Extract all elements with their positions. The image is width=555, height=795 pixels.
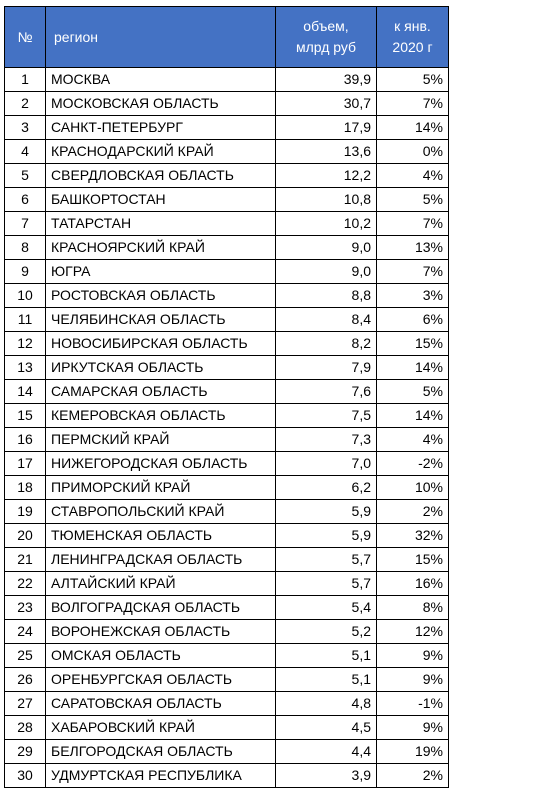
row-number: 2 [5,92,46,116]
row-number: 13 [5,356,46,380]
row-change: 7% [377,260,449,284]
row-region: ЧЕЛЯБИНСКАЯ ОБЛАСТЬ [46,308,276,332]
row-region: ЛЕНИНГРАДСКАЯ ОБЛАСТЬ [46,548,276,572]
row-region: МОСКВА [46,68,276,92]
row-change: 15% [377,332,449,356]
row-number: 28 [5,716,46,740]
header-number: № [5,7,46,68]
table-row [5,476,449,500]
row-change: 4% [377,164,449,188]
row-change: 14% [377,356,449,380]
table-row [5,116,449,140]
row-volume: 5,7 [276,572,377,596]
regions-table [4,6,449,788]
row-number: 26 [5,668,46,692]
row-change: 5% [377,68,449,92]
row-region: ИРКУТСКАЯ ОБЛАСТЬ [46,356,276,380]
row-change: 32% [377,524,449,548]
row-region: ХАБАРОВСКИЙ КРАЙ [46,716,276,740]
table-row [5,188,449,212]
row-region: САНКТ-ПЕТЕРБУРГ [46,116,276,140]
row-volume: 7,0 [276,452,377,476]
table-row [5,620,449,644]
row-volume: 5,9 [276,500,377,524]
row-number: 30 [5,764,46,788]
row-number: 16 [5,428,46,452]
row-number: 21 [5,548,46,572]
table-row [5,548,449,572]
row-number: 29 [5,740,46,764]
row-change: 3% [377,284,449,308]
row-change: 5% [377,188,449,212]
header-volume [276,7,377,68]
table-body [5,68,449,788]
header-volume-line1: объем, [303,18,349,34]
row-number: 10 [5,284,46,308]
row-change: 9% [377,716,449,740]
row-volume: 5,9 [276,524,377,548]
row-region: КЕМЕРОВСКАЯ ОБЛАСТЬ [46,404,276,428]
row-volume: 6,2 [276,476,377,500]
table-row [5,380,449,404]
row-change: 6% [377,308,449,332]
row-region: МОСКОВСКАЯ ОБЛАСТЬ [46,92,276,116]
header-volume-line2: млрд руб [295,39,357,55]
row-region: ПРИМОРСКИЙ КРАЙ [46,476,276,500]
row-volume: 10,2 [276,212,377,236]
row-number: 1 [5,68,46,92]
row-number: 9 [5,260,46,284]
table-row [5,212,449,236]
table-row [5,596,449,620]
row-change: 4% [377,428,449,452]
row-volume: 7,9 [276,356,377,380]
row-volume: 5,7 [276,548,377,572]
header-region: регион [46,7,276,68]
row-change: 10% [377,476,449,500]
row-volume: 5,2 [276,620,377,644]
table-row [5,356,449,380]
row-change: 14% [377,116,449,140]
row-number: 27 [5,692,46,716]
table-row [5,140,449,164]
row-volume: 10,8 [276,188,377,212]
row-region: БЕЛГОРОДСКАЯ ОБЛАСТЬ [46,740,276,764]
row-volume: 8,8 [276,284,377,308]
row-volume: 5,1 [276,644,377,668]
header-change-line1: к янв. [394,18,431,34]
row-region: БАШКОРТОСТАН [46,188,276,212]
row-region: ОРЕНБУРГСКАЯ ОБЛАСТЬ [46,668,276,692]
row-number: 19 [5,500,46,524]
row-region: САРАТОВСКАЯ ОБЛАСТЬ [46,692,276,716]
row-number: 6 [5,188,46,212]
row-volume: 5,4 [276,596,377,620]
table-row [5,284,449,308]
row-change: -2% [377,452,449,476]
row-region: ТАТАРСТАН [46,212,276,236]
table-row [5,308,449,332]
row-region: СВЕРДЛОВСКАЯ ОБЛАСТЬ [46,164,276,188]
row-change: 9% [377,644,449,668]
row-region: КРАСНОДАРСКИЙ КРАЙ [46,140,276,164]
row-region: АЛТАЙСКИЙ КРАЙ [46,572,276,596]
row-change: 19% [377,740,449,764]
row-number: 18 [5,476,46,500]
row-region: НИЖЕГОРОДСКАЯ ОБЛАСТЬ [46,452,276,476]
row-change: 5% [377,380,449,404]
table-row [5,500,449,524]
row-volume: 8,2 [276,332,377,356]
row-volume: 13,6 [276,140,377,164]
row-volume: 9,0 [276,260,377,284]
row-number: 25 [5,644,46,668]
row-change: -1% [377,692,449,716]
row-volume: 7,3 [276,428,377,452]
row-volume: 9,0 [276,236,377,260]
row-number: 23 [5,596,46,620]
table-row [5,524,449,548]
table-row [5,740,449,764]
table-row [5,644,449,668]
row-volume: 4,8 [276,692,377,716]
row-region: ПЕРМСКИЙ КРАЙ [46,428,276,452]
table-row [5,428,449,452]
row-number: 24 [5,620,46,644]
table-row [5,68,449,92]
table-row [5,668,449,692]
row-volume: 4,5 [276,716,377,740]
header-change-line2: 2020 г [392,39,433,55]
row-change: 7% [377,92,449,116]
row-region: САМАРСКАЯ ОБЛАСТЬ [46,380,276,404]
row-change: 16% [377,572,449,596]
table-row [5,236,449,260]
row-volume: 12,2 [276,164,377,188]
row-region: КРАСНОЯРСКИЙ КРАЙ [46,236,276,260]
row-change: 2% [377,764,449,788]
row-region: ОМСКАЯ ОБЛАСТЬ [46,644,276,668]
row-volume: 39,9 [276,68,377,92]
row-region: ВОЛГОГРАДСКАЯ ОБЛАСТЬ [46,596,276,620]
table-row [5,404,449,428]
row-number: 14 [5,380,46,404]
table-row [5,716,449,740]
row-volume: 3,9 [276,764,377,788]
row-number: 5 [5,164,46,188]
row-volume: 4,4 [276,740,377,764]
header-change [377,7,449,68]
table-row [5,164,449,188]
row-volume: 7,6 [276,380,377,404]
row-change: 9% [377,668,449,692]
row-volume: 7,5 [276,404,377,428]
row-number: 3 [5,116,46,140]
table-row [5,260,449,284]
row-change: 12% [377,620,449,644]
row-number: 22 [5,572,46,596]
row-region: ТЮМЕНСКАЯ ОБЛАСТЬ [46,524,276,548]
row-change: 13% [377,236,449,260]
row-number: 20 [5,524,46,548]
row-change: 14% [377,404,449,428]
row-change: 15% [377,548,449,572]
row-number: 4 [5,140,46,164]
table-row [5,92,449,116]
row-change: 7% [377,212,449,236]
table-row [5,572,449,596]
row-region: РОСТОВСКАЯ ОБЛАСТЬ [46,284,276,308]
row-region: ВОРОНЕЖСКАЯ ОБЛАСТЬ [46,620,276,644]
row-number: 8 [5,236,46,260]
row-change: 2% [377,500,449,524]
row-volume: 8,4 [276,308,377,332]
table-header-row [5,7,449,68]
row-region: НОВОСИБИРСКАЯ ОБЛАСТЬ [46,332,276,356]
table-row [5,332,449,356]
row-volume: 5,1 [276,668,377,692]
table-row [5,452,449,476]
row-region: ЮГРА [46,260,276,284]
row-volume: 30,7 [276,92,377,116]
row-number: 7 [5,212,46,236]
row-region: УДМУРТСКАЯ РЕСПУБЛИКА [46,764,276,788]
row-region: СТАВРОПОЛЬСКИЙ КРАЙ [46,500,276,524]
table-row [5,764,449,788]
row-number: 12 [5,332,46,356]
row-number: 17 [5,452,46,476]
row-number: 15 [5,404,46,428]
row-change: 8% [377,596,449,620]
row-change: 0% [377,140,449,164]
table-row [5,692,449,716]
row-number: 11 [5,308,46,332]
row-volume: 17,9 [276,116,377,140]
